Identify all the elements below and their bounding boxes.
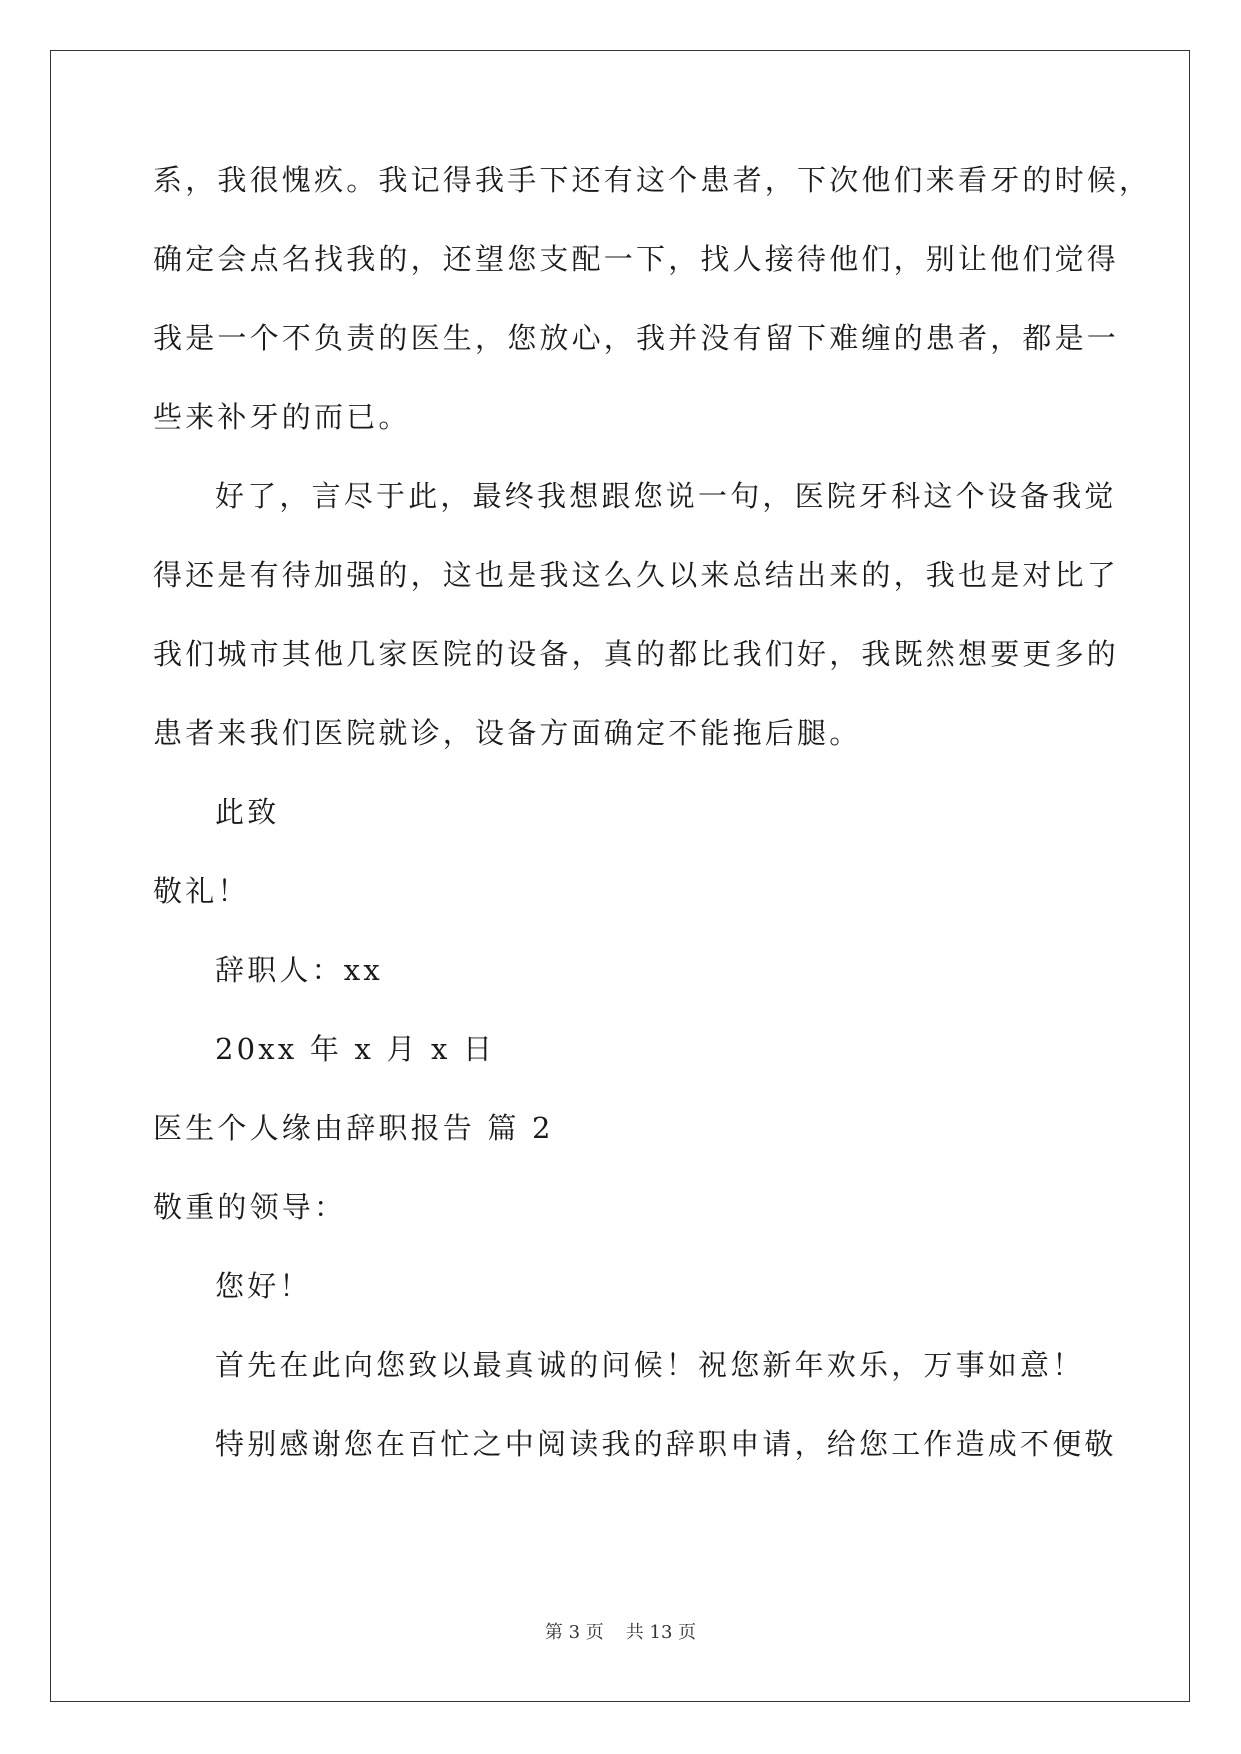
text-line: 首先在此向您致以最真诚的问候！祝您新年欢乐，万事如意！ (215, 1348, 1085, 1382)
page-footer (0, 1618, 1241, 1644)
text-line: 确定会点名找我的，还望您支配一下，找人接待他们，别让他们觉得 (153, 242, 1120, 276)
signature-name: 辞职人：xx (215, 953, 383, 987)
text-line: 我们城市其他几家医院的设备，真的都比我们好，我既然想要更多的 (153, 637, 1120, 671)
signature-date: 20xx 年 x 月 x 日 (215, 1032, 496, 1066)
text-line: 系，我很愧疚。我记得我手下还有这个患者，下次他们来看牙的时候， (153, 163, 1152, 197)
page-number: 第 3 页 (544, 1622, 604, 1643)
text-line: 得还是有待加强的，这也是我这么久以来总结出来的，我也是对比了 (153, 558, 1120, 592)
text-line: 好了，言尽于此，最终我想跟您说一句，医院牙科这个设备我觉 (215, 479, 1117, 513)
text-line: 些来补牙的而已。 (153, 400, 411, 434)
document-body (153, 152, 1152, 1495)
greeting-recipient: 敬重的领导： (153, 1190, 347, 1224)
section-title: 医生个人缘由辞职报告 篇 2 (153, 1111, 554, 1145)
text-line: 特别感谢您在百忙之中阅读我的辞职申请，给您工作造成不便敬 (215, 1427, 1117, 1461)
page-total: 共 13 页 (625, 1622, 697, 1643)
greeting: 您好！ (215, 1269, 312, 1303)
closing-regards: 敬礼！ (153, 874, 250, 908)
text-line: 患者来我们医院就诊，设备方面确定不能拖后腿。 (153, 716, 862, 750)
closing-salutation: 此致 (215, 795, 280, 829)
text-line: 我是一个不负责的医生，您放心，我并没有留下难缠的患者，都是一 (153, 321, 1120, 355)
